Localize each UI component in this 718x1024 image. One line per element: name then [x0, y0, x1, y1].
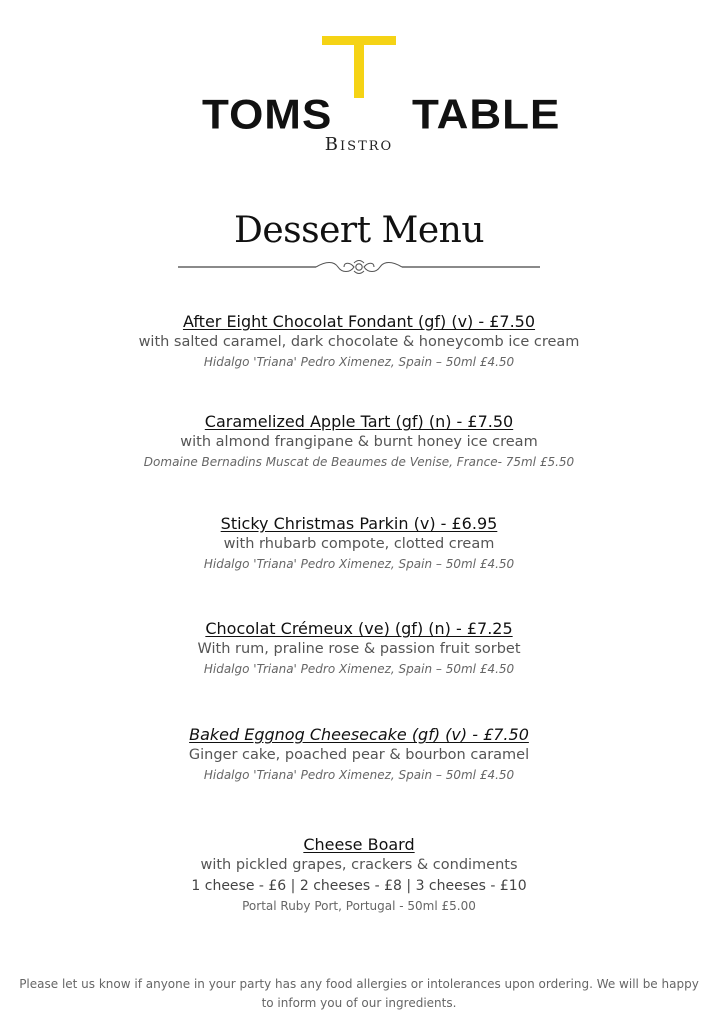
cheese-board-prices: 1 cheese - £6 | 2 cheeses - £8 | 3 cheeses - £10	[191, 878, 527, 894]
menu-item-description: Ginger cake, poached pear & bourbon caramel	[188, 747, 530, 763]
menu-item	[0, 618, 718, 679]
menu-item-description: with almond frangipane & burnt honey ice cream	[180, 434, 538, 450]
logo-word-left: TOMS	[202, 91, 333, 138]
page-title: Dessert Menu	[233, 210, 485, 251]
menu-item-wine-pairing: Hidalgo 'Triana' Pedro Ximenez, Spain – 50ml £4.50	[203, 768, 515, 782]
menu-item	[0, 513, 718, 574]
menu-item-wine-pairing: Domaine Bernadins Muscat de Beaumes de Venise, France- 75ml £5.50	[143, 455, 575, 469]
allergy-notice: Please let us know if anyone in your party has any food allergies or intolerances upon ordering. We will be happy to inform you of our ingredients.	[19, 977, 699, 1010]
menu-item	[0, 724, 718, 785]
menu-item-wine-pairing: Hidalgo 'Triana' Pedro Ximenez, Spain – 50ml £4.50	[203, 355, 515, 369]
cheese-board-name: Cheese Board	[303, 835, 415, 854]
menu-item-name: Sticky Christmas Parkin (v) - £6.95	[220, 514, 498, 533]
menu-item-wine-pairing: Hidalgo 'Triana' Pedro Ximenez, Spain – 50ml £4.50	[203, 557, 515, 571]
menu-item-name: Chocolat Crémeux (ve) (gf) (n) - £7.25	[205, 619, 513, 638]
menu-item-wine-pairing: Hidalgo 'Triana' Pedro Ximenez, Spain – 50ml £4.50	[203, 662, 515, 676]
menu-item	[0, 311, 718, 372]
logo-subtitle: Bistro	[324, 134, 394, 155]
logo-word-right: TABLE	[412, 91, 561, 138]
cheese-board-item	[0, 834, 718, 916]
ornamental-divider	[178, 258, 540, 276]
cheese-board-description: with pickled grapes, crackers & condiments	[200, 857, 518, 873]
menu-item-description: with salted caramel, dark chocolate & honeycomb ice cream	[138, 334, 580, 350]
menu-item-description: with rhubarb compote, clotted cream	[223, 536, 495, 552]
menu-item-description: With rum, praline rose & passion fruit sorbet	[197, 641, 521, 657]
menu-item	[0, 411, 718, 472]
cheese-board-port-pairing: Portal Ruby Port, Portugal - 50ml £5.00	[242, 899, 476, 913]
logo-t-mark	[322, 36, 396, 98]
menu-item-name: Baked Eggnog Cheesecake (gf) (v) - £7.50	[189, 725, 529, 744]
menu-item-name: After Eight Chocolat Fondant (gf) (v) - £7.50	[182, 312, 536, 331]
menu-item-name: Caramelized Apple Tart (gf) (n) - £7.50	[204, 412, 514, 431]
restaurant-logo	[0, 36, 718, 155]
